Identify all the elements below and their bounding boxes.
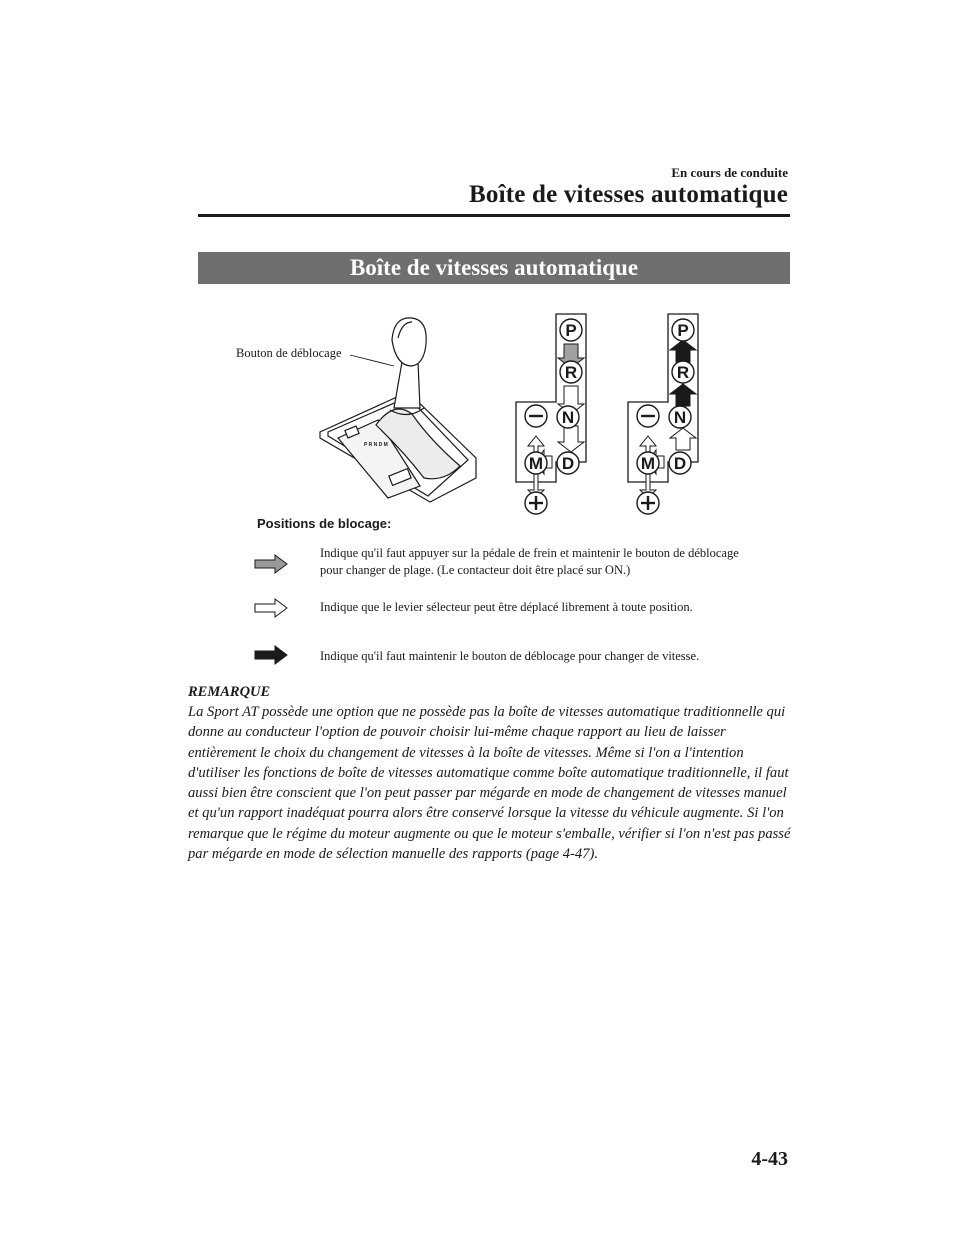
gear-p-1: P xyxy=(565,321,577,340)
gear-m-1: M xyxy=(528,454,544,473)
white-arrow-icon xyxy=(254,598,288,618)
release-button-callout: Bouton de déblocage xyxy=(236,346,342,360)
gear-n-1: N xyxy=(561,408,575,427)
gear-r-2: R xyxy=(676,363,690,382)
gear-p-2: P xyxy=(677,321,689,340)
gear-n-2: N xyxy=(673,408,687,427)
gear-console-illustration xyxy=(320,318,476,502)
header-rule xyxy=(198,214,790,217)
gear-m-2: M xyxy=(640,454,656,473)
gear-r-1: R xyxy=(564,363,578,382)
running-header-section: En cours de conduite xyxy=(671,165,788,180)
gray-arrow-icon xyxy=(254,554,288,574)
running-header-title: Boîte de vitesses automatique xyxy=(469,181,788,208)
black-arrow-icon xyxy=(254,645,288,665)
gear-d-2: D xyxy=(673,454,687,473)
gear-d-1: D xyxy=(561,454,575,473)
legend-item-white: Indique que le levier sélecteur peut être déplacé librement à toute position. xyxy=(320,600,693,614)
legend-title: Positions de blocage: xyxy=(257,516,392,531)
svg-text:P R N D M: P R N D M xyxy=(364,442,388,448)
section-banner: Boîte de vitesses automatique xyxy=(198,252,790,284)
note-body: La Sport AT possède une option que ne possède pas la boîte de vitesses automatique traditionnelle qui donne au conducteur l'option de pouvoir choisir lui-même chaque rapport au lieu de laisser entièrement le choix du changement de vitesses à la boîte de vitesses. Même si l'on a l'intention d'utiliser les fonctions de boîte de vitesses automatique comme boîte automatique traditionnelle, il faut aussi bien être conscient que l'on peut passer par mégarde en mode de changement de vitesses manuel et qu'un rapport inadéquat pourra alors être conservé lorsque la vitesse du véhicule augmente. Si l'on remarque que le régime du moteur augmente ou que le moteur s'emballe, vérifier si l'on n'est pas passé par mégarde en mode de sélection manuelle des rapports (page 4-47). xyxy=(188,704,791,863)
shift-gate-2 xyxy=(628,314,698,514)
shift-gate-1 xyxy=(516,314,586,514)
legend-item-gray: Indique qu'il faut appuyer sur la pédale de frein et maintenir le bouton de déblocage pour changer de plage. (Le contacteur doit être placé sur ON.) xyxy=(320,546,739,577)
shift-diagram xyxy=(198,300,790,520)
note-title: REMARQUE xyxy=(188,684,271,700)
shift-lever-figure xyxy=(198,300,790,525)
page-number: 4-43 xyxy=(751,1148,788,1170)
legend-item-black: Indique qu'il faut maintenir le bouton de déblocage pour changer de vitesse. xyxy=(320,649,700,663)
callout-leader-line xyxy=(350,355,394,366)
